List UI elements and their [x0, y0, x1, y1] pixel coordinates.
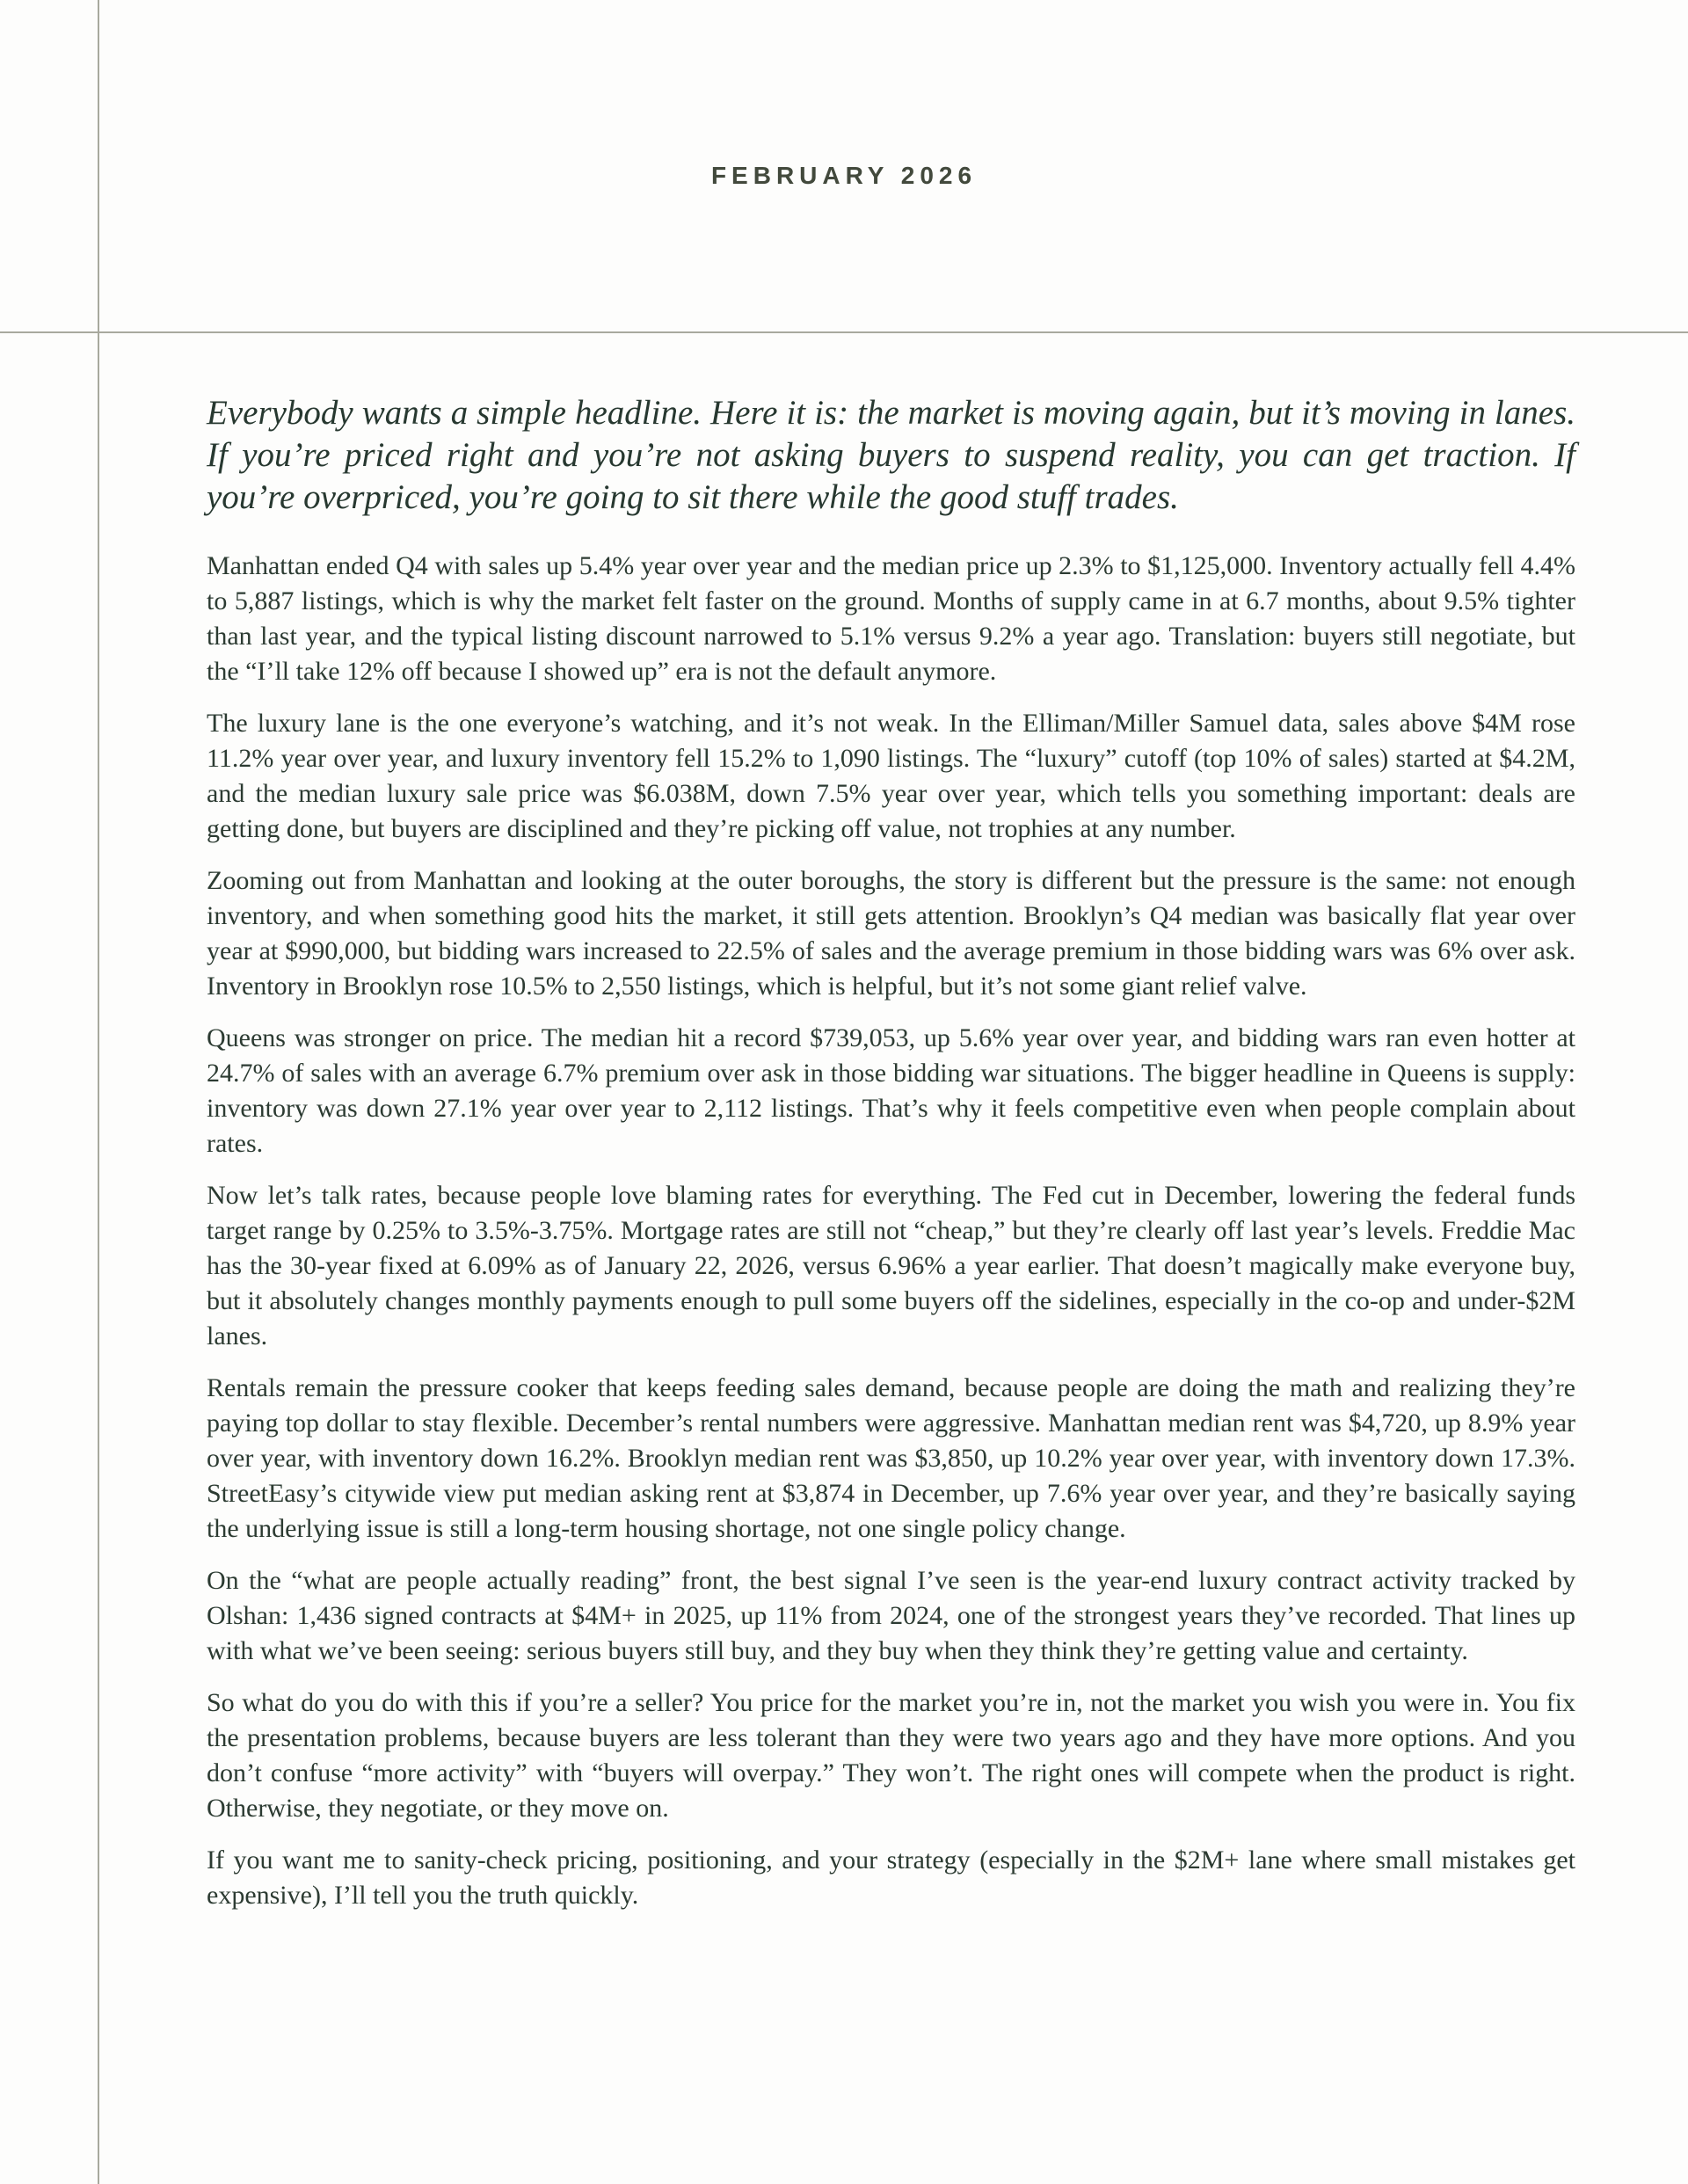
article-body	[207, 392, 1575, 1913]
body-paragraph: The luxury lane is the one everyone’s watching, and it’s not weak. In the Elliman/Miller Samuel data, sales above $4M rose 11.2% year over year, and luxury inventory fell 15.2% to 1,090 listings. The “luxury” cutoff (top 10% of sales) started at $4.2M, and the median luxury sale price was $6.038M, down 7.5% year over year, which tells you something important: deals are getting done, but buyers are disciplined and they’re picking off value, not trophies at any number.	[207, 709, 1575, 843]
body-paragraph: Manhattan ended Q4 with sales up 5.4% year over year and the median price up 2.3% to $1,125,000. Inventory actually fell 4.4% to 5,887 listings, which is why the market felt faster on the ground. Months of supply came in at 6.7 months, about 9.5% tighter than last year, and the typical listing discount narrowed to 5.1% versus 9.2% a year ago. Translation: buyers still negotiate, but the “I’ll take 12% off because I showed up” era is not the default anymore.	[207, 551, 1575, 686]
body-paragraph: Queens was stronger on price. The median hit a record $739,053, up 5.6% year over year, and bidding wars ran even hotter at 24.7% of sales with an average 6.7% premium over ask in those bidding war situations. The bigger headline in Queens is supply: inventory was down 27.1% year over year to 2,112 listings. That’s why it feels competitive even when people complain about rates.	[207, 1023, 1575, 1158]
header-divider-rule	[0, 331, 1688, 333]
left-margin-rule	[98, 0, 99, 2184]
issue-date: FEBRUARY 2026	[710, 162, 978, 189]
masthead	[0, 162, 1688, 190]
body-paragraph: If you want me to sanity-check pricing, positioning, and your strategy (especially in the $2M+ lane where small mistakes get expensive), I’ll tell you the truth quickly.	[207, 1845, 1575, 1910]
body-paragraph: Rentals remain the pressure cooker that keeps feeding sales demand, because people are doing the math and realizing they’re paying top dollar to stay flexible. December’s rental numbers were aggressive. Manhattan median rent was $4,720, up 8.9% year over year, with inventory down 16.2%. Brooklyn median rent was $3,850, up 10.2% year over year, with inventory down 17.3%. StreetEasy’s citywide view put median asking rent at $3,874 in December, up 7.6% year over year, and they’re basically saying the underlying issue is still a long-term housing shortage, not one single policy change.	[207, 1373, 1575, 1543]
lede-paragraph: Everybody wants a simple headline. Here it is: the market is moving again, but it’s moving in lanes. If you’re priced right and you’re not asking buyers to suspend reality, you can get traction. If you’re overpriced, you’re going to sit there while the good stuff trades.	[207, 394, 1575, 516]
body-paragraph: So what do you do with this if you’re a seller? You price for the market you’re in, not the market you wish you were in. You fix the presentation problems, because buyers are less tolerant than they were two years ago and they have more options. And you don’t confuse “more activity” with “buyers will overpay.” They won’t. The right ones will compete when the product is right. Otherwise, they negotiate, or they move on.	[207, 1688, 1575, 1823]
body-paragraph: Now let’s talk rates, because people love blaming rates for everything. The Fed cut in December, lowering the federal funds target range by 0.25% to 3.5%-3.75%. Mortgage rates are still not “cheap,” but they’re clearly off last year’s levels. Freddie Mac has the 30-year fixed at 6.09% as of January 22, 2026, versus 6.96% a year earlier. That doesn’t magically make everyone buy, but it absolutely changes monthly payments enough to pull some buyers off the sidelines, especially in the co-op and under-$2M lanes.	[207, 1181, 1575, 1350]
body-paragraph: Zooming out from Manhattan and looking at the outer boroughs, the story is different but the pressure is the same: not enough inventory, and when something good hits the market, it still gets attention. Brooklyn’s Q4 median was basically flat year over year at $990,000, but bidding wars increased to 22.5% of sales and the average premium in those bidding wars was 6% over ask. Inventory in Brooklyn rose 10.5% to 2,550 listings, which is helpful, but it’s not some giant relief valve.	[207, 866, 1575, 1001]
body-paragraph: On the “what are people actually reading” front, the best signal I’ve seen is the year-end luxury contract activity tracked by Olshan: 1,436 signed contracts at $4M+ in 2025, up 11% from 2024, one of the strongest years they’ve recorded. That lines up with what we’ve been seeing: serious buyers still buy, and they buy when they think they’re getting value and certainty.	[207, 1566, 1575, 1665]
